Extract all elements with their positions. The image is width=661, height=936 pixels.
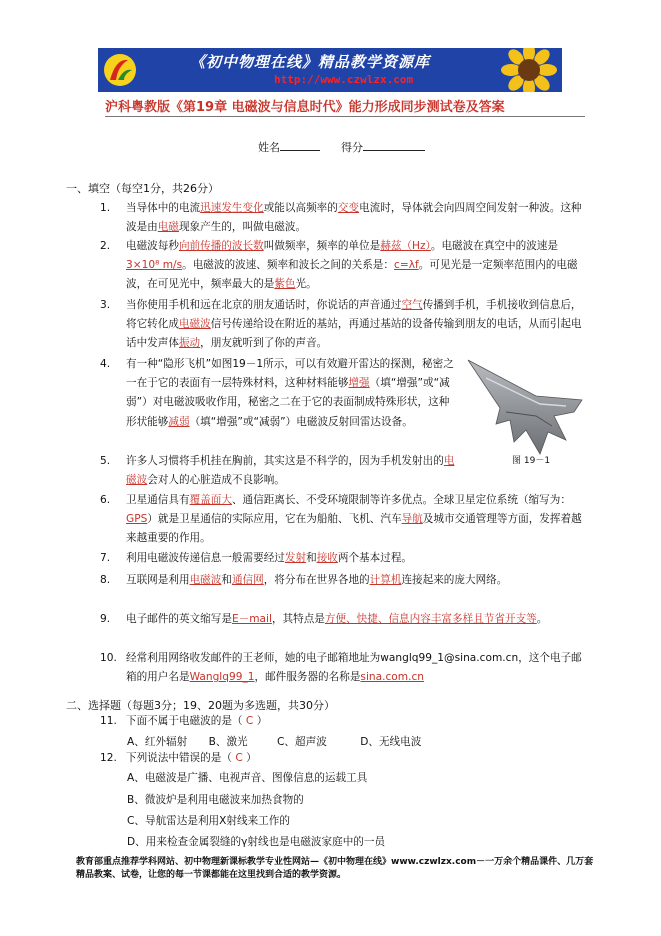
question-text: 和 (221, 574, 232, 586)
q12-option-d: D、用来检查金属裂缝的γ射线也是电磁波家庭中的一员 (127, 836, 386, 848)
answer-blank: 电磁波 (126, 455, 455, 487)
question-text: 当导体中的电流 (126, 202, 201, 214)
question-text: 两个基本过程。 (337, 552, 413, 564)
document-title: 沪科粤教版《第19章 电磁波与信息时代》能力形成同步测试卷及答案 (105, 100, 505, 115)
answer-blank: 覆盖面大 (189, 494, 232, 506)
answer-blank: GPS (126, 513, 148, 526)
question-number: 11. (100, 715, 117, 727)
question-text: 现象产生的，叫做电磁波。 (178, 221, 307, 234)
question-text: 电子邮件的英文缩写是 (126, 613, 232, 625)
answer-choice: C (235, 752, 243, 764)
question-text: 、通信距离长、不受环境限制等许多优点。全球卫星定位系统（缩写为： (231, 494, 571, 506)
question-text: 有一种“隐形飞机”如图19－1所示，可以有效避开雷达的探测，秘密之一在于它的表面有一层特殊材料，这种材料能够 (126, 358, 454, 390)
answer-blank: 方便、快捷、信息内容丰富多样且节省开支等 (324, 613, 537, 625)
site-logo-icon (102, 52, 138, 88)
question-number: 2. (100, 240, 111, 252)
question-text: 许多人习惯将手机挂在胸前，其实这是不科学的，因为手机发射出的 (126, 455, 444, 467)
question-number: 4. (100, 358, 111, 370)
option-b: B、激光 (208, 736, 248, 748)
question-text: 互联网是利用 (126, 574, 190, 586)
question-10 (100, 649, 588, 687)
q11-options (127, 734, 421, 749)
answer-blank: 交变 (337, 202, 360, 214)
answer-blank: 空气 (401, 299, 423, 311)
question-5 (100, 452, 456, 490)
question-text: 经常利用网络收发邮件的王老师，她的电子邮箱地址为wanglq99_1@sina.com.cn，这个电子邮箱的用户名是 (126, 652, 582, 684)
question-11 (100, 712, 588, 731)
question-12 (100, 749, 588, 768)
question-text: 及城市交通管理等方面，发挥着越来越重要的作用。 (126, 513, 582, 545)
question-number: 6. (100, 494, 111, 506)
question-stem-close: ） (246, 752, 257, 764)
question-text: ，邮件服务器的名称是 (254, 671, 361, 684)
option-c: C、超声波 (277, 736, 327, 748)
name-blank (280, 150, 320, 151)
name-score-line (258, 139, 425, 155)
answer-blank: 导航 (401, 513, 423, 526)
section-heading-fill: 一、填空（每空1分，共26分） (66, 182, 219, 195)
title-divider (105, 116, 585, 117)
question-4 (100, 355, 456, 432)
question-stem: 下列说法中错误的是（ (126, 752, 232, 764)
name-label: 姓名 (258, 141, 280, 154)
answer-blank: 增强 (348, 377, 370, 390)
answer-blank: 发射 (284, 552, 307, 564)
question-stem-close: ） (256, 715, 268, 727)
option-a: A、红外辐射 (127, 736, 188, 748)
question-text: ，朋友就听到了你的声音。 (200, 337, 328, 350)
question-text: 电磁波每秒 (126, 240, 179, 252)
question-text: 卫星通信具有 (126, 494, 190, 506)
question-text: ）就是卫星通信的实际应用，它在为船舶、飞机、汽车 (147, 513, 402, 526)
question-text: ，将分布在世界各地的 (263, 574, 370, 586)
question-text: ，其特点是 (271, 613, 325, 625)
question-text: 电流时，导体就会向四周空间发射一种波。这种波是由 (126, 202, 582, 234)
answer-blank: 计算机 (369, 574, 402, 586)
answer-blank: 接收 (316, 552, 338, 564)
answer-blank: c=λf (394, 259, 419, 272)
answer-blank: 3×10⁸ m/s (126, 259, 183, 272)
question-9 (100, 610, 588, 629)
answer-blank: 向前传播的波长数 (178, 240, 264, 252)
answer-blank: 赫兹（Hz） (380, 240, 431, 252)
question-number: 3. (100, 299, 111, 311)
q12-option-a: A、电磁波是广播、电视声音、图像信息的运载工具 (127, 772, 368, 784)
question-1 (100, 199, 588, 237)
answer-choice: C (245, 715, 254, 727)
question-2 (100, 237, 588, 295)
page-footer: 教育部重点推荐学科网站、初中物理新课标教学专业性网站—《初中物理在线》www.czwlzx.com－一万余个精品课件、几万套精品教案、试卷，让您的每一节课都能在这里找到合适的教学资源。 (76, 857, 594, 880)
question-stem: 下面不属于电磁波的是（ (126, 715, 243, 727)
answer-blank: 通信网 (231, 574, 264, 586)
answer-blank: Wanglq99_1 (189, 671, 255, 684)
question-text: （填“增强”或“减弱”）对电磁波吸收作用，秘密之二在于它的表面制成特殊形状，这种形状能够 (126, 377, 450, 428)
header-banner (98, 48, 562, 92)
score-label: 得分 (340, 141, 363, 154)
question-text: 叫做频率，频率的单位是 (263, 240, 381, 252)
question-text: 传播到手机，手机接收到信息后，将它转化成 (126, 299, 582, 331)
sunflower-icon (496, 48, 562, 92)
document-title-bar (105, 96, 585, 118)
question-text: 当你使用手机和远在北京的朋友通话时，你说话的声音通过 (126, 299, 402, 311)
answer-blank: 电磁波 (178, 318, 211, 331)
banner-url[interactable]: http://www.czwlzx.com (274, 73, 414, 86)
question-6 (100, 491, 588, 549)
question-number: 12. (100, 752, 117, 764)
answer-blank: 振动 (178, 337, 201, 350)
answer-blank: 迅速发生变化 (200, 202, 264, 214)
question-8 (100, 571, 588, 590)
question-number: 1. (100, 202, 111, 214)
question-text: 和 (306, 552, 317, 564)
answer-blank: 电磁波 (189, 574, 222, 586)
question-text: 。电磁波的波速、频率和波长之间的关系是： (182, 259, 394, 272)
figure-caption: 图 19－1 (512, 456, 551, 466)
stealth-plane-icon (466, 356, 584, 464)
question-number: 9. (100, 613, 111, 625)
question-text: 信号传递给设在附近的基站，再通过基站的设备传输到朋友的电话，从而引起电话中发声体 (126, 318, 582, 350)
question-text: 会对人的心脏造成不良影响。 (147, 474, 285, 487)
answer-blank: E－mail (231, 613, 272, 625)
answer-blank: 减弱 (168, 415, 190, 428)
question-number: 7. (100, 552, 111, 564)
question-text: 利用电磁波传递信息一般需要经过 (126, 552, 285, 564)
banner-title: 《初中物理在线》精品教学资源库 (190, 53, 431, 71)
question-text: 。 (536, 613, 548, 625)
q12-option-b: B、微波炉是利用电磁波来加热食物的 (127, 794, 304, 806)
answer-blank: sina.com.cn (360, 671, 424, 684)
question-3 (100, 296, 588, 354)
question-number: 8. (100, 574, 111, 586)
answer-blank: 紫色 (274, 278, 296, 291)
section-heading-choice: 二、选择题（每题3分；19、20题为多选题，共30分） (66, 699, 335, 712)
score-blank (363, 150, 425, 151)
question-7 (100, 549, 588, 568)
question-text: 。电磁波在真空中的波速是 (430, 240, 558, 252)
q12-option-c: C、导航雷达是利用X射线来工作的 (127, 815, 290, 827)
answer-blank: 电磁 (157, 221, 179, 234)
question-text: 连接起来的庞大网络。 (401, 574, 508, 586)
question-text: 光。 (295, 278, 317, 291)
question-text: （填“增强”或“减弱”）电磁波反射回雷达设备。 (189, 415, 413, 428)
question-number: 5. (100, 455, 111, 467)
question-text: 。可见光是一定频率范围内的电磁波，在可见光中，频率最大的是 (126, 259, 578, 291)
question-number: 10. (100, 652, 117, 664)
option-d: D、无线电波 (360, 736, 422, 748)
question-text: 或能以高频率的 (263, 202, 338, 214)
